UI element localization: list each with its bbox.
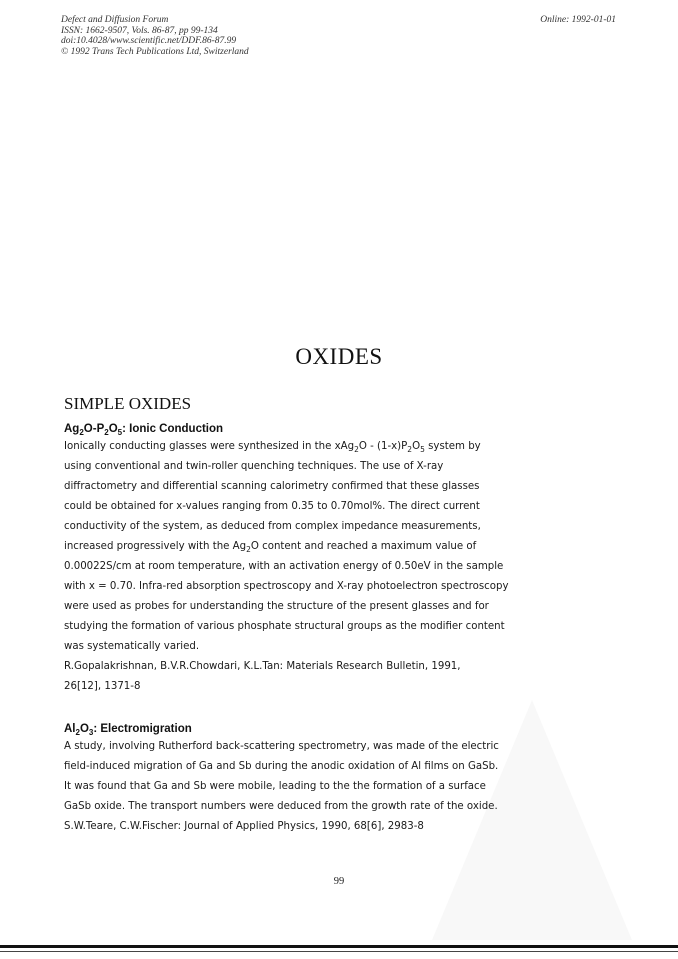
- body-line: were used as probes for understanding the structure of the present glasses and for: [64, 601, 489, 612]
- citation-line: 26[12], 1371-8: [64, 681, 141, 692]
- citation-line: S.W.Teare, C.W.Fischer: Journal of Applied Physics, 1990, 68[6], 2983-8: [64, 821, 424, 832]
- footer-rule-thin: [0, 951, 678, 952]
- online-date: Online: 1992-01-01: [540, 15, 616, 25]
- doi-line: doi:10.4028/www.scientific.net/DDF.86-87.99: [61, 36, 237, 46]
- body-line: could be obtained for x-values ranging from 0.35 to 0.70mol%. The direct current: [64, 501, 480, 512]
- copyright-line: © 1992 Trans Tech Publications Ltd, Switzerland: [61, 46, 249, 57]
- article-body: [64, 737, 584, 837]
- body-line: Ionically conducting glasses were synthesized in the $xAg_2O - (1-x)P_2O_5$ system by: [64, 441, 481, 454]
- article-al2o3: [64, 721, 584, 837]
- body-line: A study, involving Rutherford back-scattering spectrometry, was made of the electric: [64, 741, 499, 752]
- subsection-title: SIMPLE OXIDES: [64, 394, 192, 413]
- article-title: $Ag_2O-P_2O_5$: Ionic Conduction: [64, 423, 224, 437]
- body-line: with x = 0.70. Infra-red absorption spectroscopy and X-ray photoelectron spectroscopy: [64, 581, 509, 592]
- body-line: increased progressively with the $Ag_2O$ content and reached a maximum value of: [64, 541, 477, 554]
- body-line: studying the formation of various phosphate structural groups as the modifier content: [64, 621, 505, 632]
- article-ag2o-p2o5: [64, 421, 584, 697]
- section-title: OXIDES: [295, 344, 383, 369]
- body-line: diffractometry and differential scanning calorimetry confirmed that these glasses: [64, 481, 480, 492]
- body-line: using conventional and twin-roller quenching techniques. The use of X-ray: [64, 461, 444, 472]
- body-line: It was found that Ga and Sb were mobile, leading to the the formation of a surface: [64, 781, 486, 792]
- article-title: $Al_2O_3$: Electromigration: [64, 723, 192, 737]
- footer-rule: [0, 945, 678, 948]
- journal-name: Defect and Diffusion Forum: [61, 15, 169, 25]
- citation-line: R.Gopalakrishnan, B.V.R.Chowdari, K.L.Tan: Materials Research Bulletin, 1991,: [64, 661, 461, 672]
- body-line: field-induced migration of Ga and Sb during the anodic oxidation of Al films on GaSb.: [64, 761, 499, 772]
- body-line: 0.00022S/cm at room temperature, with an activation energy of 0.50eV in the sample: [64, 561, 504, 572]
- issn-line: ISSN: 1662-9507, Vols. 86-87, pp 99-134: [61, 25, 218, 36]
- body-line: GaSb oxide. The transport numbers were deduced from the growth rate of the oxide.: [64, 801, 498, 812]
- page-number: 99: [333, 876, 345, 887]
- journal-header: [61, 15, 249, 57]
- article-body: [64, 437, 584, 697]
- body-line: was systematically varied.: [64, 641, 200, 652]
- body-line: conductivity of the system, as deduced from complex impedance measurements,: [64, 521, 481, 532]
